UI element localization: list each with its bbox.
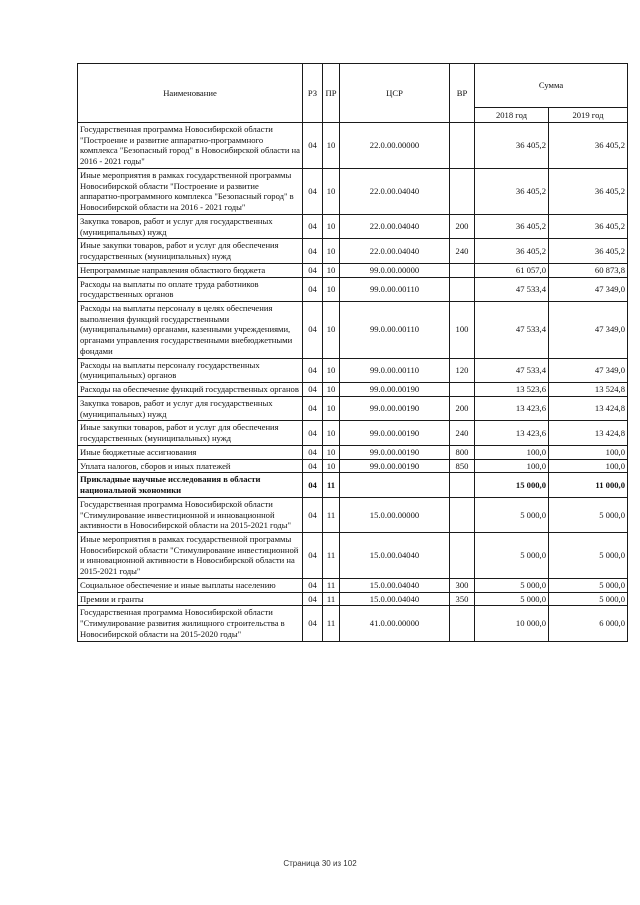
cell-2018: 100,0 <box>475 459 549 473</box>
cell-rz: 04 <box>303 473 323 497</box>
cell-pr: 11 <box>323 497 340 532</box>
cell-csr: 15.0.00.04040 <box>340 592 450 606</box>
cell-2019: 5 000,0 <box>549 532 628 578</box>
cell-vr <box>450 277 475 301</box>
cell-pr: 10 <box>323 383 340 397</box>
cell-vr <box>450 263 475 277</box>
cell-csr: 99.0.00.00190 <box>340 383 450 397</box>
cell-2019: 36 405,2 <box>549 168 628 214</box>
cell-csr: 15.0.00.04040 <box>340 532 450 578</box>
table-row <box>78 578 628 592</box>
cell-rz: 04 <box>303 263 323 277</box>
cell-name: Государственная программа Новосибирской области "Стимулирование инвестиционной и инновационной активности в Новосибирской области на 2015-2021 годы" <box>78 497 303 532</box>
cell-csr: 99.0.00.00000 <box>340 263 450 277</box>
cell-vr <box>450 473 475 497</box>
table-row <box>78 263 628 277</box>
cell-vr: 240 <box>450 421 475 445</box>
cell-name: Расходы на обеспечение функций государственных органов <box>78 383 303 397</box>
cell-csr: 99.0.00.00110 <box>340 358 450 382</box>
table-row <box>78 168 628 214</box>
cell-rz: 04 <box>303 459 323 473</box>
cell-rz: 04 <box>303 123 323 169</box>
cell-name: Иные мероприятия в рамках государственной программы Новосибирской области "Стимулирование инвестиционной и инновационной активности в Новосибирской области на 2015-2021 годы" <box>78 532 303 578</box>
cell-2019: 47 349,0 <box>549 358 628 382</box>
cell-2018: 15 000,0 <box>475 473 549 497</box>
cell-2019: 13 424,8 <box>549 421 628 445</box>
table-row <box>78 277 628 301</box>
cell-2018: 5 000,0 <box>475 532 549 578</box>
cell-vr <box>450 383 475 397</box>
cell-name: Премии и гранты <box>78 592 303 606</box>
cell-name: Иные бюджетные ассигнования <box>78 445 303 459</box>
cell-name: Государственная программа Новосибирской области "Стимулирование развития жилищного строительства в Новосибирской области на 2015-2020 годы" <box>78 606 303 641</box>
table-row <box>78 592 628 606</box>
cell-rz: 04 <box>303 606 323 641</box>
cell-2018: 5 000,0 <box>475 592 549 606</box>
cell-csr: 99.0.00.00190 <box>340 421 450 445</box>
cell-2018: 100,0 <box>475 445 549 459</box>
cell-csr: 15.0.00.00000 <box>340 497 450 532</box>
header-2019: 2019 год <box>549 108 628 123</box>
header-pr: ПР <box>323 64 340 123</box>
cell-rz: 04 <box>303 168 323 214</box>
cell-pr: 10 <box>323 459 340 473</box>
cell-name: Иные мероприятия в рамках государственной программы Новосибирской области "Построение и развитие аппаратно-программного комплекса "Безопасный город" в Новосибирской области на 2016 - 2021 годы" <box>78 168 303 214</box>
cell-name: Расходы на выплаты по оплате труда работников государственных органов <box>78 277 303 301</box>
cell-csr: 15.0.00.04040 <box>340 578 450 592</box>
cell-vr: 200 <box>450 396 475 420</box>
cell-csr: 99.0.00.00190 <box>340 459 450 473</box>
cell-pr: 11 <box>323 473 340 497</box>
cell-pr: 11 <box>323 578 340 592</box>
cell-2019: 13 524,8 <box>549 383 628 397</box>
cell-vr: 200 <box>450 214 475 238</box>
cell-rz: 04 <box>303 592 323 606</box>
cell-name: Иные закупки товаров, работ и услуг для обеспечения государственных (муниципальных) нужд <box>78 421 303 445</box>
cell-name: Закупка товаров, работ и услуг для государственных (муниципальных) нужд <box>78 396 303 420</box>
table-row <box>78 445 628 459</box>
cell-rz: 04 <box>303 497 323 532</box>
table-row <box>78 358 628 382</box>
table-row <box>78 459 628 473</box>
cell-rz: 04 <box>303 358 323 382</box>
cell-csr: 99.0.00.00190 <box>340 445 450 459</box>
cell-name: Социальное обеспечение и иные выплаты населению <box>78 578 303 592</box>
cell-rz: 04 <box>303 421 323 445</box>
cell-2018: 47 533,4 <box>475 302 549 359</box>
cell-2019: 6 000,0 <box>549 606 628 641</box>
header-2018: 2018 год <box>475 108 549 123</box>
table-row <box>78 532 628 578</box>
cell-2018: 36 405,2 <box>475 214 549 238</box>
cell-csr: 99.0.00.00110 <box>340 277 450 301</box>
cell-2018: 5 000,0 <box>475 497 549 532</box>
cell-vr <box>450 532 475 578</box>
header-name: Наименование <box>78 64 303 123</box>
header-vr: ВР <box>450 64 475 123</box>
cell-rz: 04 <box>303 396 323 420</box>
cell-name: Уплата налогов, сборов и иных платежей <box>78 459 303 473</box>
cell-vr <box>450 606 475 641</box>
cell-2018: 10 000,0 <box>475 606 549 641</box>
cell-csr: 22.0.00.04040 <box>340 214 450 238</box>
cell-rz: 04 <box>303 214 323 238</box>
cell-vr: 120 <box>450 358 475 382</box>
table-row <box>78 497 628 532</box>
table-body <box>78 123 628 642</box>
cell-vr: 240 <box>450 239 475 263</box>
cell-2019: 11 000,0 <box>549 473 628 497</box>
cell-csr <box>340 473 450 497</box>
cell-2019: 47 349,0 <box>549 277 628 301</box>
cell-2018: 47 533,4 <box>475 277 549 301</box>
cell-pr: 11 <box>323 532 340 578</box>
cell-rz: 04 <box>303 383 323 397</box>
cell-2019: 100,0 <box>549 459 628 473</box>
cell-pr: 10 <box>323 239 340 263</box>
header-rz: РЗ <box>303 64 323 123</box>
cell-2018: 13 523,6 <box>475 383 549 397</box>
table-row <box>78 383 628 397</box>
table-row <box>78 239 628 263</box>
budget-table <box>77 63 628 642</box>
cell-name: Непрограммные направления областного бюджета <box>78 263 303 277</box>
table-row <box>78 606 628 641</box>
cell-vr: 800 <box>450 445 475 459</box>
cell-2019: 60 873,8 <box>549 263 628 277</box>
cell-2018: 61 057,0 <box>475 263 549 277</box>
header-csr: ЦСР <box>340 64 450 123</box>
table-header <box>78 64 628 123</box>
cell-pr: 10 <box>323 123 340 169</box>
cell-pr: 11 <box>323 606 340 641</box>
cell-2019: 5 000,0 <box>549 578 628 592</box>
cell-2018: 36 405,2 <box>475 239 549 263</box>
cell-vr <box>450 168 475 214</box>
cell-vr <box>450 497 475 532</box>
table-row <box>78 302 628 359</box>
cell-2018: 13 423,6 <box>475 396 549 420</box>
cell-2019: 36 405,2 <box>549 239 628 263</box>
cell-name: Расходы на выплаты персоналу государственных (муниципальных) органов <box>78 358 303 382</box>
table-row <box>78 214 628 238</box>
cell-name: Закупка товаров, работ и услуг для государственных (муниципальных) нужд <box>78 214 303 238</box>
page-number: Страница 30 из 102 <box>283 859 357 868</box>
table-row <box>78 421 628 445</box>
cell-pr: 10 <box>323 214 340 238</box>
cell-pr: 10 <box>323 421 340 445</box>
cell-csr: 22.0.00.00000 <box>340 123 450 169</box>
cell-rz: 04 <box>303 302 323 359</box>
cell-pr: 10 <box>323 277 340 301</box>
cell-rz: 04 <box>303 578 323 592</box>
table-row <box>78 123 628 169</box>
cell-vr: 850 <box>450 459 475 473</box>
cell-pr: 10 <box>323 358 340 382</box>
cell-name: Расходы на выплаты персоналу в целях обеспечения выполнения функций государственными (муниципальными) органами, казенными учреждениями, органами управления государственными внебюджетными фондами <box>78 302 303 359</box>
cell-csr: 99.0.00.00190 <box>340 396 450 420</box>
table-row <box>78 396 628 420</box>
cell-csr: 22.0.00.04040 <box>340 168 450 214</box>
cell-2019: 47 349,0 <box>549 302 628 359</box>
cell-name: Государственная программа Новосибирской области "Построение и развитие аппаратно-программного комплекса "Безопасный город" в Новосибирской области на 2016 - 2021 годы" <box>78 123 303 169</box>
cell-2018: 47 533,4 <box>475 358 549 382</box>
cell-vr: 100 <box>450 302 475 359</box>
cell-2019: 5 000,0 <box>549 592 628 606</box>
cell-rz: 04 <box>303 239 323 263</box>
cell-csr: 99.0.00.00110 <box>340 302 450 359</box>
cell-2018: 13 423,6 <box>475 421 549 445</box>
cell-vr <box>450 123 475 169</box>
cell-pr: 10 <box>323 302 340 359</box>
cell-pr: 10 <box>323 263 340 277</box>
cell-rz: 04 <box>303 445 323 459</box>
cell-2018: 36 405,2 <box>475 168 549 214</box>
cell-pr: 11 <box>323 592 340 606</box>
cell-name: Иные закупки товаров, работ и услуг для обеспечения государственных (муниципальных) нужд <box>78 239 303 263</box>
cell-2019: 13 424,8 <box>549 396 628 420</box>
cell-csr: 41.0.00.00000 <box>340 606 450 641</box>
cell-pr: 10 <box>323 168 340 214</box>
cell-2019: 5 000,0 <box>549 497 628 532</box>
cell-vr: 350 <box>450 592 475 606</box>
cell-pr: 10 <box>323 445 340 459</box>
cell-rz: 04 <box>303 277 323 301</box>
cell-csr: 22.0.00.04040 <box>340 239 450 263</box>
cell-2018: 5 000,0 <box>475 578 549 592</box>
cell-name: Прикладные научные исследования в области национальной экономики <box>78 473 303 497</box>
cell-2019: 100,0 <box>549 445 628 459</box>
cell-vr: 300 <box>450 578 475 592</box>
cell-2019: 36 405,2 <box>549 123 628 169</box>
table-row <box>78 473 628 497</box>
header-sum: Сумма <box>475 64 628 108</box>
cell-2018: 36 405,2 <box>475 123 549 169</box>
cell-rz: 04 <box>303 532 323 578</box>
cell-pr: 10 <box>323 396 340 420</box>
cell-2019: 36 405,2 <box>549 214 628 238</box>
